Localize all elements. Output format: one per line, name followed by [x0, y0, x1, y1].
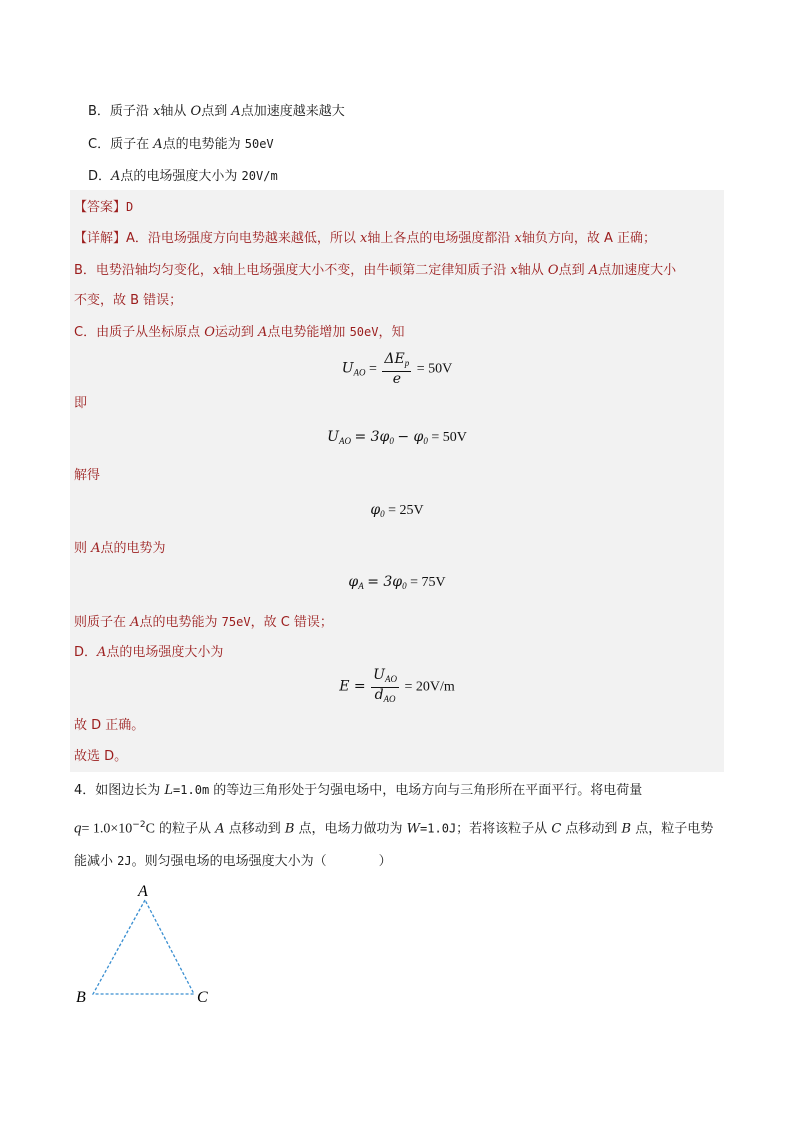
explain-line-1: 【详解】A．沿电场强度方向电势越来越低，所以 x轴上各点的电场强度都沿 x轴负方向，故 A 正确；	[74, 231, 657, 246]
formula-3: $\varphi_0 = 25V$	[370, 502, 424, 519]
answer-line: 【答案】D	[74, 200, 134, 215]
vertex-label-a: A	[138, 883, 148, 900]
explain-line-3: 不变，故 B 错误；	[74, 293, 183, 308]
explain-line-2: B．电势沿轴均匀变化，x轴上电场强度大小不变，由牛顿第二定律知质子沿 x轴从 O点到 A点加速度大小	[74, 263, 677, 278]
triangle-abc	[93, 900, 194, 994]
ji-line: 即	[74, 396, 88, 411]
formula-5: E = $\frac{U_{AO}}{d_{AO}}$ = 20V/m	[70, 668, 724, 707]
vertex-label-c: C	[197, 989, 208, 1006]
explain-line-7: D．A点的电场强度大小为	[74, 645, 224, 660]
explain-line-4: C．由质子从坐标原点 O运动到 A点电势能增加 50eV，知	[74, 325, 405, 340]
triangle-figure	[68, 880, 228, 1010]
option-c: C．质子在 A点的电势能为 50eV	[88, 137, 274, 152]
jiede-line: 解得	[74, 468, 101, 483]
fraction: $\frac{U_{AO}}{d_{AO}}$	[373, 667, 397, 704]
question-line-3: 能减小 2J。则匀强电场的电场强度大小为（ ）	[74, 854, 392, 869]
formula-1: $U_{AO}$ = $\frac{\Delta E_p}{e}$ = 50V	[341, 351, 453, 387]
formula-2: $U_{AO} = 3\varphi_0 - \varphi_0 = 50V$	[327, 429, 467, 446]
question-line-2: $q= 1.0\times 10^{-2}C$ 的粒子从 A 点移动到 B 点，电场力做功为 W=1.0J；若将该粒子从 C 点移动到 B 点，粒子电势	[74, 820, 714, 837]
fraction: $\frac{\Delta E_p}{e}$	[384, 351, 410, 387]
option-d: D．A点的电场强度大小为 20V/m	[88, 169, 278, 184]
question-line-1: 4．如图边长为 L=1.0m 的等边三角形处于匀强电场中，电场方向与三角形所在平面平行。将电荷量	[74, 783, 643, 798]
explain-line-9: 故选 D。	[74, 749, 128, 764]
explain-line-6: 则质子在 A点的电势能为 75eV，故 C 错误；	[74, 615, 333, 630]
vertex-label-b: B	[76, 989, 86, 1006]
explain-line-8: 故 D 正确。	[74, 718, 145, 733]
explain-line-5: 则 A点的电势为	[74, 541, 166, 556]
option-b: B．质子沿 x轴从 O点到 A点加速度越来越大	[88, 104, 345, 119]
formula-4: $\varphi_A = 3\varphi_0 = 75V$	[348, 574, 446, 591]
